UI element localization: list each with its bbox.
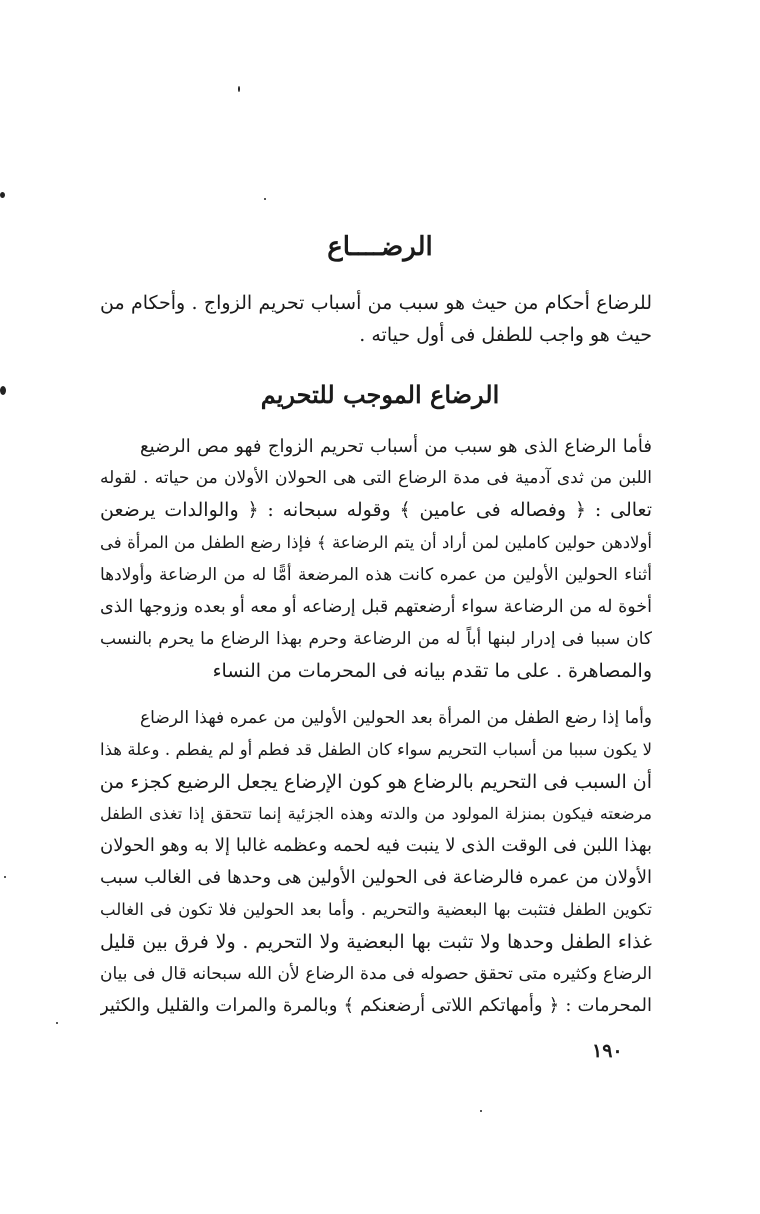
scan-speck (56, 1022, 58, 1024)
paragraph2-line: تكوين الطفل فتثبت بها البعضية والتحريم . وأما بعد الحولين فلا تكون فى الغالب (100, 900, 652, 919)
paragraph2-line: الأولان من عمره فالرضاعة فى الحولين الأولين هى وحدها فى الغالب سبب (100, 867, 652, 888)
paragraph1-line: فأما الرضاع الذى هو سبب من أسباب تحريم الزواج فهو مص الرضيع (140, 436, 652, 457)
paragraph1-line: اللبن من ثدى آدمية فى مدة الرضاع التى هى الحولان الأولان من حياته . لقوله (100, 468, 652, 488)
paragraph1-line: أخوة له من الرضاعة سواء أرضعتهم قبل إرضاعه أو معه أو بعده وزوجها الذى (100, 597, 652, 617)
paragraph2-line: المحرمات : ﴿ وأمهاتكم اللاتى أرضعنكم ﴾ وبالمرة والمرات والقليل والكثير (100, 995, 652, 1016)
paragraph2-line: مرضعته فيكون بمنزلة المولود من والدته وهذه الجزئية إنما تتحقق إذا تغذى الطفل (100, 804, 652, 823)
scan-speck (480, 1110, 482, 1112)
paragraph1-line: كان سببا فى إدرار لبنها أباً له من الرضاعة وحرم بهذا الرضاع ما يحرم بالنسب (100, 629, 652, 649)
intro-line: للرضاع أحكام من حيث هو سبب من أسباب تحريم الزواج . وأحكام من (100, 292, 652, 314)
paragraph2-line: لا يكون سببا من أسباب التحريم سواء كان الطفل قد فطم أو لم يفطم . وعلة هذا (100, 740, 652, 759)
chapter-title: الرضــــاع (327, 232, 433, 262)
intro-line: حيث هو واجب للطفل فى أول حياته . (359, 324, 652, 346)
paragraph1-line: أثناء الحولين الأولين من عمره كانت هذه المرضعة أمًّا له من الرضاعة وأولادها (100, 565, 652, 585)
paragraph2-line: الرضاع وكثيره متى تحقق حصوله فى مدة الرضاع لأن الله سبحانه قال فى بيان (100, 964, 652, 984)
paragraph1-line: والمصاهرة . على ما تقدم بيانه فى المحرمات من النساء (212, 660, 652, 682)
scan-speck (0, 192, 5, 198)
page-number: ١٩٠ (592, 1040, 623, 1062)
scan-speck (264, 198, 266, 200)
scan-speck (4, 876, 6, 878)
paragraph2-line: بهذا اللبن فى الوقت الذى لا ينبت فيه لحمه وعظمه غالبا إلا به وهو الحولان (100, 835, 652, 856)
paragraph2-line: وأما إذا رضع الطفل من المرأة بعد الحولين الأولين من عمره فهذا الرضاع (140, 708, 652, 728)
paragraph2-line: أن السبب فى التحريم بالرضاع هو كون الإرضاع يجعل الرضيع كجزء من (100, 771, 652, 793)
paragraph1-line: تعالى : ﴿ وفصاله فى عامين ﴾ وقوله سبحانه : ﴿ والوالدات يرضعن (100, 499, 652, 521)
paragraph2-line: غذاء الطفل وحدها ولا تثبت بها البعضية ولا التحريم . ولا فرق بين قليل (100, 931, 652, 953)
scan-speck (238, 86, 240, 92)
paragraph1-line: أولادهن حولين كاملين لمن أراد أن يتم الرضاعة ﴾ فإذا رضع الطفل من المرأة فى (100, 533, 652, 552)
section-title: الرضاع الموجب للتحريم (260, 380, 500, 409)
